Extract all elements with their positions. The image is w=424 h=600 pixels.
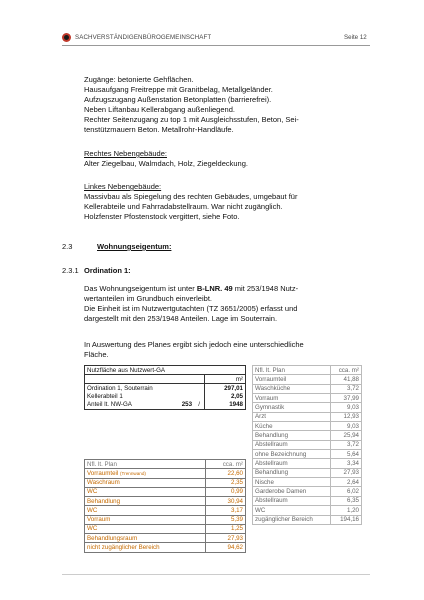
share-label: Anteil lt. NW-GA — [85, 401, 170, 410]
table-header-row — [85, 460, 246, 469]
row-label: Küche — [253, 422, 331, 431]
row-note: (Trennwand) — [120, 470, 146, 476]
text-line: Aufzugszugang Außenstation Betonplatten (barrierefrei). — [84, 95, 272, 105]
table-row — [253, 403, 362, 412]
table-row — [253, 478, 362, 487]
row-label: Ordination 1, Souterrain — [85, 384, 205, 393]
row-label: Garderobe Damen — [253, 487, 331, 496]
table-row — [253, 450, 362, 459]
row-value: 27,93 — [206, 534, 246, 543]
table-row — [253, 384, 362, 393]
row-label: Abstellraum — [253, 496, 331, 505]
unit-cell: m² — [205, 375, 246, 384]
row-value: 2,05 — [205, 393, 246, 401]
row-value: 6,02 — [330, 487, 361, 496]
plan-analysis-paragraph — [84, 340, 374, 360]
header-unit: cca. m² — [330, 366, 361, 375]
text-line: wertanteilen im Grundbuch einverleibt. — [84, 294, 212, 304]
table-row — [253, 394, 362, 403]
row-value: 1,20 — [330, 506, 361, 515]
ownership-paragraph — [84, 284, 374, 324]
table-row — [85, 487, 246, 496]
row-label: zugänglicher Bereich — [253, 515, 331, 524]
table-header-row — [253, 366, 362, 375]
right-building-section — [84, 149, 374, 169]
row-value: 12,93 — [330, 412, 361, 421]
row-label: Behandlung — [85, 497, 206, 506]
text-line: Massivbau als Spiegelung des rechten Gebäudes, umgebaut für — [84, 192, 298, 202]
row-label: WC — [85, 487, 206, 496]
plan-area-table-right — [252, 365, 362, 525]
row-label: Vorraum — [253, 394, 331, 403]
table-row — [253, 422, 362, 431]
table-row — [253, 375, 362, 384]
row-label: Abstellraum — [253, 440, 331, 449]
row-label: WC — [253, 506, 331, 515]
header-label: Nfl. lt. Plan — [253, 366, 331, 375]
plan-area-table-left — [84, 459, 246, 553]
left-building-heading: Linkes Nebengebäude: — [84, 182, 162, 191]
header-label: Nfl. lt. Plan — [85, 460, 206, 469]
row-value: 27,93 — [330, 468, 361, 477]
row-value: 2,64 — [330, 478, 361, 487]
share-separator: / — [194, 401, 205, 410]
row-label: Behandlungsraum — [85, 534, 206, 543]
row-value: 194,16 — [330, 515, 361, 524]
text-line: Fläche. — [84, 350, 109, 360]
table-row — [253, 506, 362, 515]
text-span: mit 253/1948 Nutz- — [232, 284, 299, 293]
table-row — [85, 478, 246, 487]
left-building-section — [84, 182, 374, 222]
row-value: 3,72 — [330, 440, 361, 449]
row-label: ohne Bezeichnung — [253, 450, 331, 459]
table-row — [253, 496, 362, 505]
table-row — [85, 534, 246, 543]
text-line: tenstützmauern Beton. Metallrohr-Handläufe. — [84, 125, 234, 135]
row-value: 5,39 — [206, 515, 246, 524]
share-denominator: 1948 — [205, 401, 246, 410]
row-label — [85, 469, 206, 478]
row-label: Vorraum — [85, 515, 206, 524]
access-description — [84, 75, 374, 136]
table-row — [85, 543, 246, 552]
text-line: Die Einheit ist im Nutzwertgutachten (TZ 3651/2005) erfasst und — [84, 304, 298, 314]
header-unit: cca. m² — [206, 460, 246, 469]
row-label: Behandlung — [253, 468, 331, 477]
table-row — [85, 506, 246, 515]
nutzwert-table — [84, 365, 246, 410]
row-label-text: Vorraumteil — [87, 469, 119, 477]
table-row — [85, 384, 246, 393]
text-span: Das Wohnungseigentum ist unter — [84, 284, 197, 293]
table-row — [253, 459, 362, 468]
text-line: Neben Liftanbau Kellerabgang außenliegend. — [84, 105, 235, 115]
table-row — [253, 487, 362, 496]
text-line: Hausaufgang Freitreppe mit Granitbelag, Metallgeländer. — [84, 85, 273, 95]
row-value: 3,17 — [206, 506, 246, 515]
table-cell — [85, 375, 205, 384]
table-row — [85, 366, 246, 375]
footer-divider — [62, 574, 370, 575]
row-label: nicht zugänglicher Bereich — [85, 543, 206, 552]
table-row — [85, 469, 246, 478]
text-line — [84, 284, 374, 294]
row-value: 2,35 — [206, 478, 246, 487]
row-label: Gymnastik — [253, 403, 331, 412]
row-label: Kellerabteil 1 — [85, 393, 205, 401]
table-row — [253, 440, 362, 449]
table-row — [85, 401, 246, 410]
table-row — [85, 524, 246, 533]
row-label: WC — [85, 506, 206, 515]
text-line: In Auswertung des Planes ergibt sich jedoch eine unterschiedliche — [84, 340, 304, 349]
section-title: Wohnungseigentum: — [97, 242, 172, 251]
table-row — [253, 515, 362, 524]
row-value: 1,25 — [206, 524, 246, 533]
row-value: 30,94 — [206, 497, 246, 506]
subsection-number: 2.3.1 — [62, 266, 79, 275]
row-label: Arzt — [253, 412, 331, 421]
row-label: WC — [85, 524, 206, 533]
header-divider — [62, 45, 370, 46]
row-label: Waschraum — [85, 478, 206, 487]
row-value: 6,35 — [330, 496, 361, 505]
row-value: 297,01 — [205, 384, 246, 393]
table-row — [253, 468, 362, 477]
page-number: Seite 12 — [344, 34, 367, 41]
row-value: 3,72 — [330, 384, 361, 393]
row-value: 41,88 — [330, 375, 361, 384]
text-line: Holzfenster Pfostenstock vergittert, siehe Foto. — [84, 212, 240, 222]
text-line: Zugänge: betonierte Gehflächen. — [84, 75, 194, 84]
table-row — [85, 497, 246, 506]
row-value: 9,03 — [330, 422, 361, 431]
text-line: Rechter Seitenzugang zu top 1 mit Ausgleichsstufen, Beton, Sei- — [84, 115, 299, 125]
table-row — [85, 515, 246, 524]
row-label: Waschküche — [253, 384, 331, 393]
row-label: Vorraumteil — [253, 375, 331, 384]
table-row — [85, 393, 246, 401]
right-building-heading: Rechtes Nebengebäude: — [84, 149, 167, 158]
row-value: 5,64 — [330, 450, 361, 459]
text-line: dargestellt mit den 253/1948 Anteilen. Lage im Souterrain. — [84, 314, 278, 324]
row-value: 25,94 — [330, 431, 361, 440]
row-value: 9,03 — [330, 403, 361, 412]
row-value: 94,62 — [206, 543, 246, 552]
row-label: Behandlung — [253, 431, 331, 440]
row-label: Nische — [253, 478, 331, 487]
row-label: Abstellraum — [253, 459, 331, 468]
table-row — [253, 431, 362, 440]
section-number: 2.3 — [62, 242, 73, 251]
subsection-title: Ordination 1: — [84, 266, 131, 275]
row-value: 37,99 — [330, 394, 361, 403]
text-line: Kellerabteile und Fahrradabstellraum. War nicht zugänglich. — [84, 202, 283, 212]
text-line: Alter Ziegelbau, Walmdach, Holz, Ziegeldeckung. — [84, 159, 248, 169]
row-value: 0,99 — [206, 487, 246, 496]
row-value: 3,34 — [330, 459, 361, 468]
company-logo-icon — [62, 33, 71, 42]
row-value: 22,60 — [206, 469, 246, 478]
share-numerator: 253 — [169, 401, 194, 410]
header-organization: SACHVERSTÄNDIGENBÜROGEMEINSCHAFT — [75, 34, 212, 41]
land-register-number: B-LNR. 49 — [196, 284, 233, 293]
table-row — [253, 412, 362, 421]
table-row — [85, 375, 246, 384]
table-title: Nutzfläche aus Nutzwert-GA — [85, 366, 246, 375]
